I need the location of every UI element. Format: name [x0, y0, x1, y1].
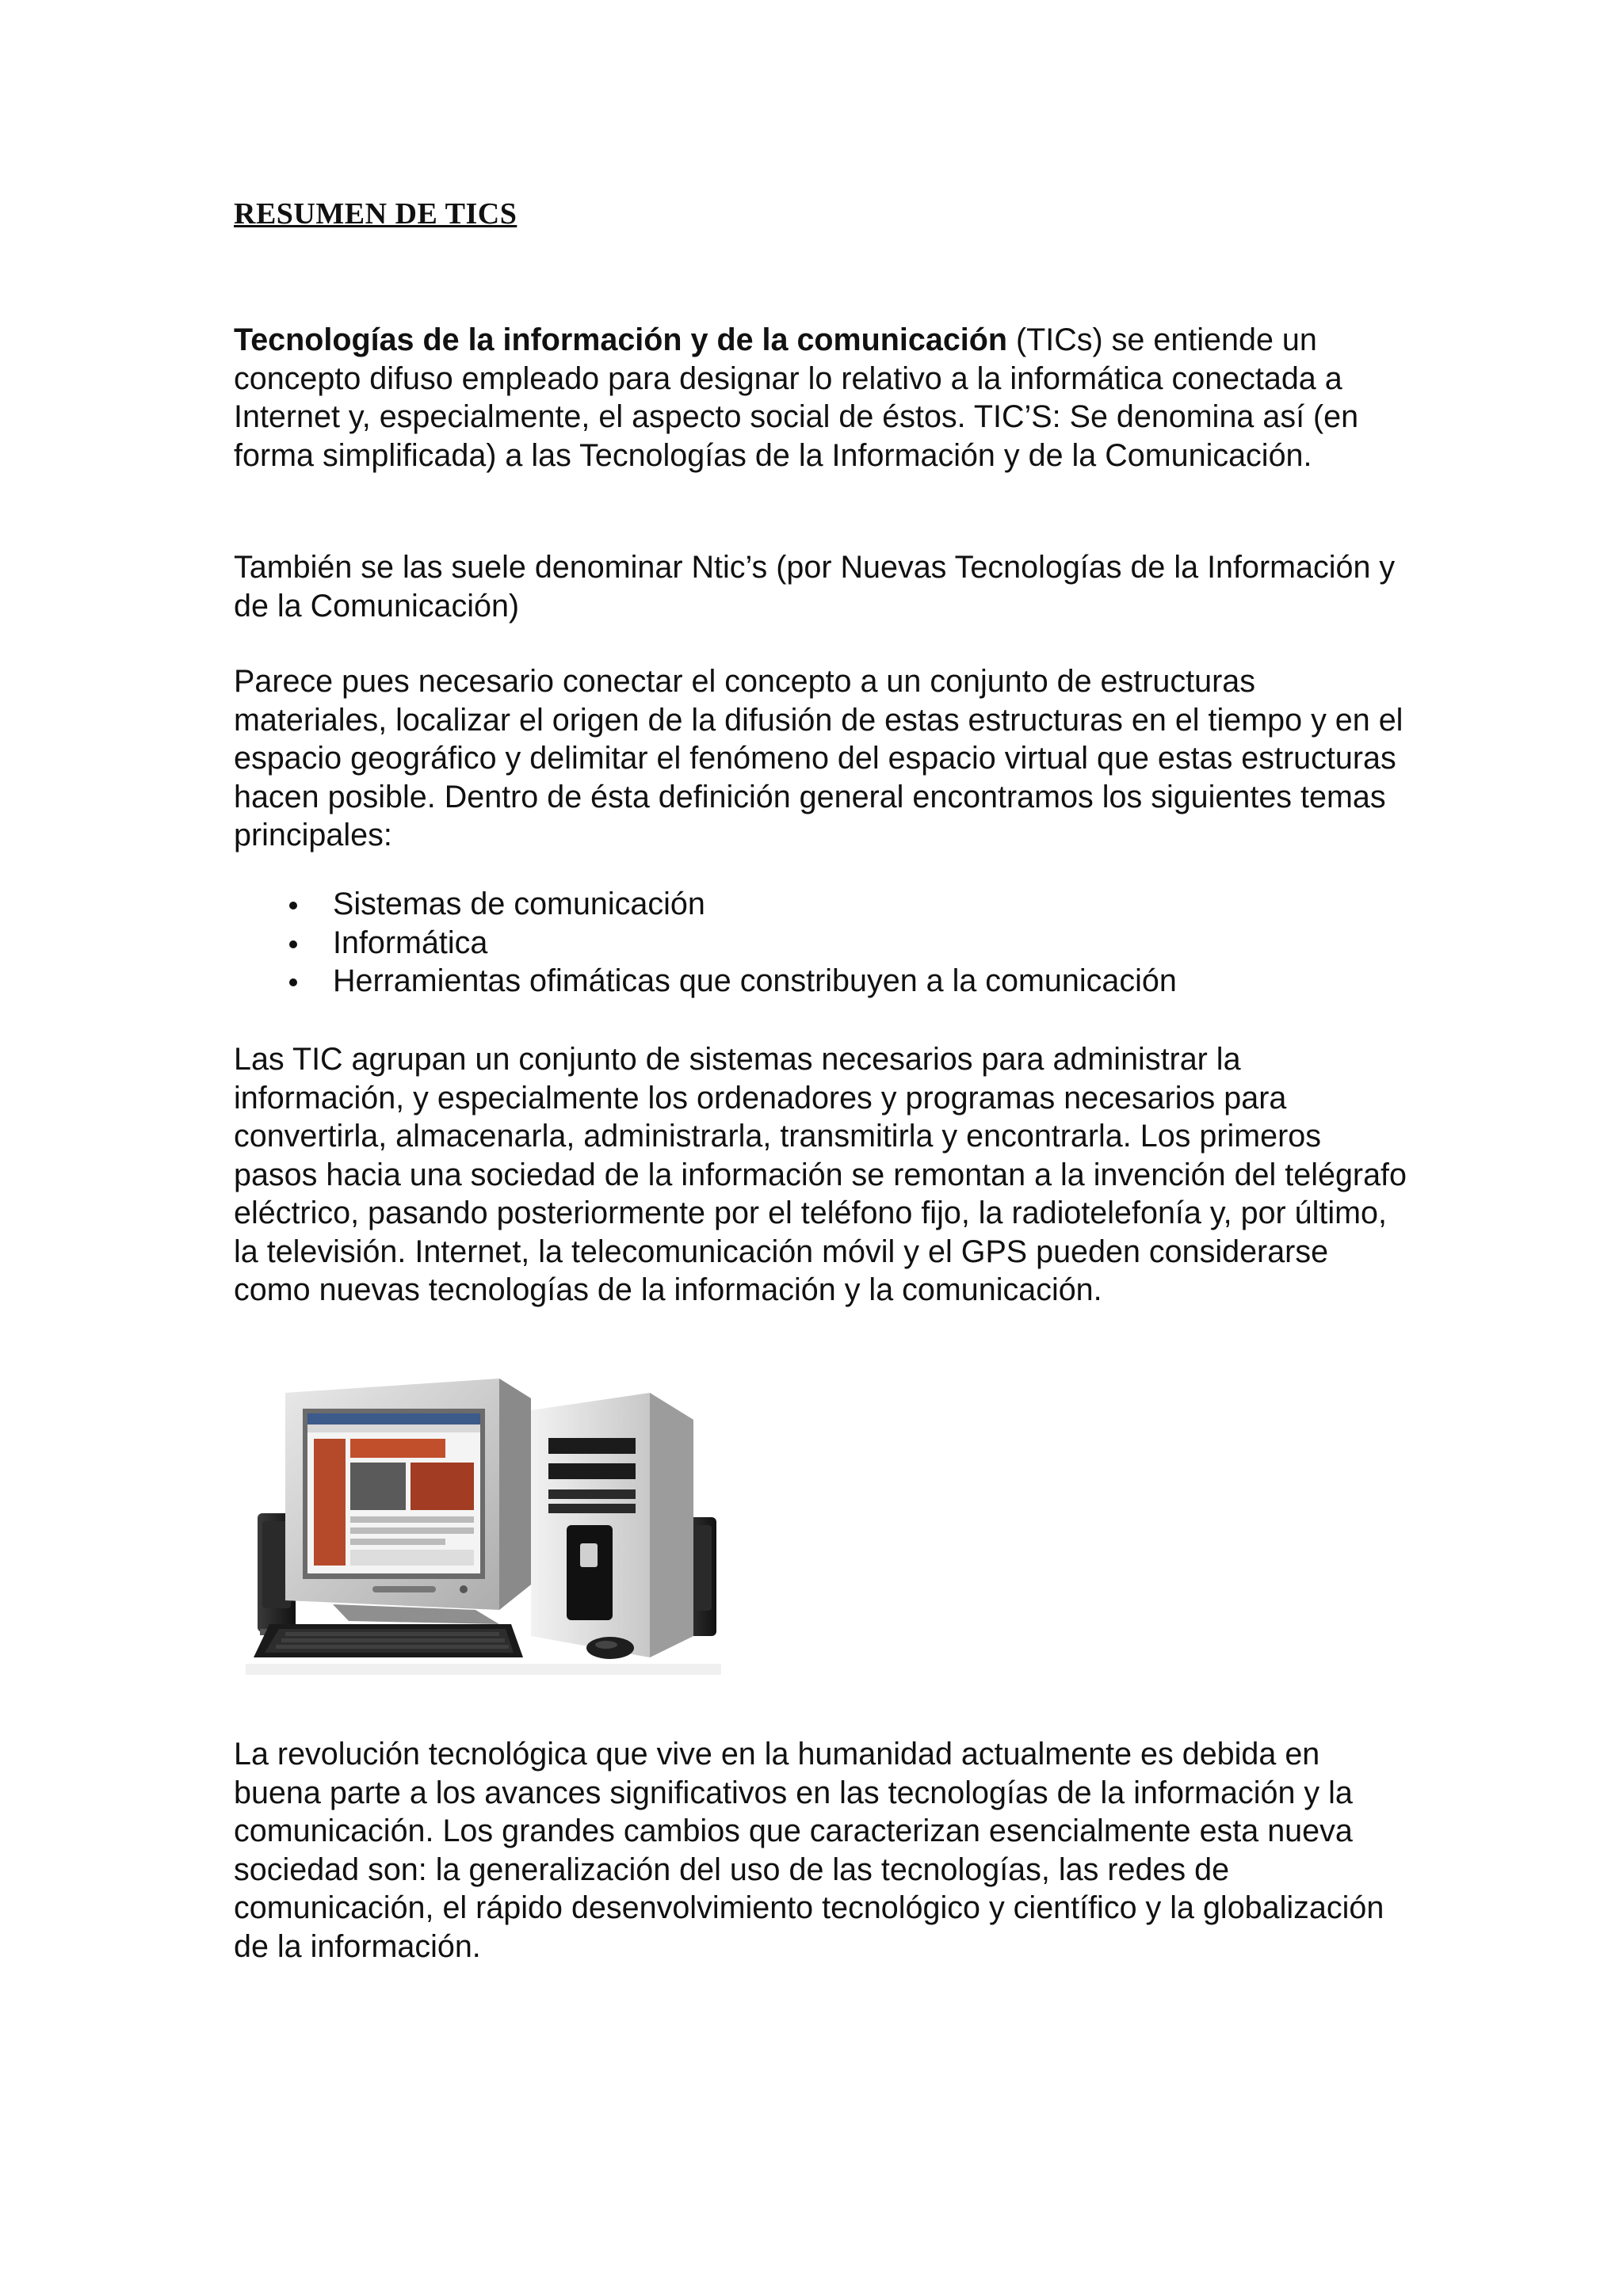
paragraph-tic-systems: Las TIC agrupan un conjunto de sistemas necesarios para administrar la información, y especialmente los ordenadores y programas necesarios para convertirla, almacenarla, administrarla, transmitirla y encontrarla. Los primeros pasos hacia una sociedad de la información se remontan a la invención del telégrafo eléctrico, pasando posteriormente por el teléfono fijo, la radiotelefonía y, por último, la televisión. Internet, la telecomunicación móvil y el GPS pueden considerarse como nuevas tecnologías de la información y la comunicación.	[234, 1042, 1407, 1307]
document-title: RESUMEN DE TICS	[234, 197, 517, 231]
tower	[531, 1393, 693, 1657]
paragraph-structures: Parece pues necesario conectar el concepto a un conjunto de estructuras materiales, localizar el origen de la difusión de estas estructuras en el tiempo y en el espacio geográfico y delimitar el fenómeno del espacio virtual que estas estructuras hacen posible. Dentro de ésta definición general encontramos los siguientes temas principales:	[234, 664, 1403, 852]
desktop-computer-image	[238, 1363, 729, 1680]
topics-list	[234, 885, 1177, 1001]
crt-monitor	[285, 1379, 531, 1624]
keyboard	[254, 1624, 523, 1657]
definition-text: (TICs) se entiende un concepto difuso empleado para designar lo relativo a la informática conectada a Internet y, especialmente, el aspecto social de éstos. TIC’S: Se denomina así (en forma simplificada) a las Tecnologías de la Información y de la Comunicación.	[234, 322, 1359, 473]
list-item-text: Informática	[333, 925, 488, 960]
paragraph-revolution: La revolución tecnológica que vive en la humanidad actualmente es debida en buena parte a los avances significativos en las tecnologías de la información y la comunicación. Los grandes cambios que caracterizan esencialmente esta nueva sociedad son: la generalización del uso de las tecnologías, las redes de comunicación, el rápido desenvolvimiento tecnológico y científico y la globalización de la información.	[234, 1737, 1384, 1964]
bullet-icon	[289, 940, 297, 948]
list-item	[234, 962, 1177, 1001]
bullet-icon	[289, 978, 297, 986]
list-item	[234, 885, 1177, 924]
definition-term: Tecnologías de la información y de la comunicación	[234, 322, 1008, 357]
list-item	[234, 924, 1177, 963]
list-item-text: Sistemas de comunicación	[333, 887, 705, 921]
list-item-text: Herramientas ofimáticas que constribuyen a la comunicación	[333, 963, 1177, 998]
mouse	[586, 1637, 634, 1659]
shadow	[246, 1664, 721, 1675]
paragraph-definition	[234, 321, 1407, 475]
bullet-icon	[289, 902, 297, 910]
paragraph-ntics: También se las suele denominar Ntic’s (por Nuevas Tecnologías de la Información y de la Comunicación)	[234, 550, 1396, 624]
